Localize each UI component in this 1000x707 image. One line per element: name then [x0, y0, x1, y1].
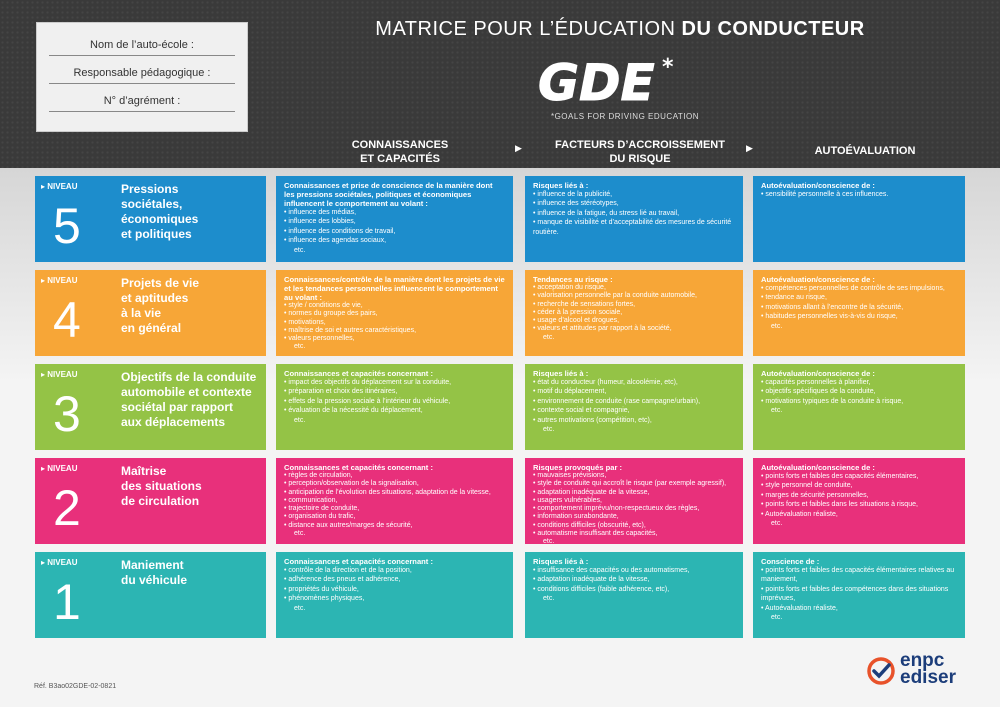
gde-logo	[530, 52, 680, 108]
gde-subtitle: *GOALS FOR DRIVING EDUCATION	[550, 112, 700, 121]
level-4-knowledge-cell: Connaissances/contrôle de la manière dont les projets de vie et les tendances personnelles influencent le comportement au volant : • style / conditions de vie, • normes du groupe des pairs, • motivations, • maîtrise de soi et autres caractéristiques, • valeurs personnelles, etc.	[276, 270, 513, 356]
level-tag: ▸ NIVEAU	[41, 464, 78, 473]
level-title: Objectifs de la conduite automobile et contexte sociétal par rapport aux déplacements	[121, 370, 257, 429]
level-2-risk-cell: Risques provoqués par : • mauvaises prévisions, • style de conduite qui accroît le risque (par exemple agressif), • adaptation inadéquate de la vitesse, • usagers vulnérables, • comportement imprévu/non-respectueux des règles, • information surabondante, • conditions difficiles (obscurité, etc), • automatisme insuffisant des capacités, etc.	[525, 458, 743, 544]
level-1-risk-cell: Risques liés à : • insuffisance des capacités ou des automatismes, • adaptation inadéquate de la vitesse, • conditions difficiles (faible adhérence, etc), etc.	[525, 552, 743, 638]
level-5-label	[35, 176, 266, 262]
level-title: Maniement du véhicule	[121, 558, 188, 587]
level-3-risk-cell: Risques liés à : • état du conducteur (humeur, alcoolémie, etc), • motif du déplacement, • environnement de conduite (rase campagne/urbain), • contexte social et compagnie, • autres motivations (compétition, etc), etc.	[525, 364, 743, 450]
level-5-risk-cell: Risques liés à : • influence de la publicité, • influence des stéréotypes, • influence de la fatigue, du stress lié au travail, • manque de visibilité et d’acceptabilité des mesures de sécurité routière.	[525, 176, 743, 262]
title-main: MATRICE POUR L’ÉDUCATION	[375, 18, 676, 40]
level-4-risk-cell: Tendances au risque : • acceptation du risque, • valorisation personnelle par la conduite automobile, • recherche de sensations fortes, • céder à la pression sociale, • usage d’alcool et drogues, • valeurs et attitudes par rapport à la société, etc.	[525, 270, 743, 356]
level-1-self-eval-cell: Conscience de : • points forts et faibles des capacités élémentaires relatives au maniement, • points forts et faibles des compétences dans des situations imprévues, • Autoévaluation réaliste, etc.	[753, 552, 965, 638]
agreement-field[interactable]: N° d’agrément :	[49, 95, 235, 112]
level-number: 2	[53, 480, 81, 536]
level-3-knowledge-cell: Connaissances et capacités concernant : • impact des objectifs du déplacement sur la conduite, • préparation et choix des itinéraires, • effets de la pression sociale à l’intérieur du véhicule, • évaluation de la nécessité du déplacement, etc.	[276, 364, 513, 450]
school-info-form	[36, 22, 248, 132]
arrow-icon: ▶	[515, 143, 522, 153]
level-title: Maîtrise des situations de circulation	[121, 464, 202, 508]
level-3-self-eval-cell: Autoévaluation/conscience de : • capacités personnelles à planifier, • objectifs spécifiques de la conduite, • motivations typiques de la conduite à risque, etc.	[753, 364, 965, 450]
level-1-knowledge-cell: Connaissances et capacités concernant : • contrôle de la direction et de la position, • adhérence des pneus et adhérence, • propriétés du véhicule, • phénomènes physiques, etc.	[276, 552, 513, 638]
level-tag: ▸ NIVEAU	[41, 370, 78, 379]
level-tag: ▸ NIVEAU	[41, 182, 78, 191]
level-5-self-eval-cell: Autoévaluation/conscience de : • sensibilité personnelle à ces influences.	[753, 176, 965, 262]
column-header-self-eval: AUTOÉVALUATION	[814, 145, 916, 157]
level-2-self-eval-cell: Autoévaluation/conscience de : • points forts et faibles des capacités élémentaires, • style personnel de conduite, • marges de sécurité personnelles, • points forts et faibles dans les situations à risque, • Autoévaluation réaliste, etc.	[753, 458, 965, 544]
arrow-icon: ▶	[746, 143, 753, 153]
level-1-label	[35, 552, 266, 638]
level-5-knowledge-cell: Connaissances et prise de conscience de la manière dont les pressions sociétales, politiques et économiques influencent le comportement au volant : • influence des médias, • influence des lobbies, • influence des conditions de travail, • influence des agendas sociaux, etc.	[276, 176, 513, 262]
level-tag: ▸ NIVEAU	[41, 558, 78, 567]
level-title: Pressions sociétales, économiques et politiques	[121, 182, 199, 241]
title-bold: DU CONDUCTEUR	[681, 18, 865, 40]
level-3-label	[35, 364, 266, 450]
level-2-label	[35, 458, 266, 544]
level-tag: ▸ NIVEAU	[41, 276, 78, 285]
level-number: 5	[53, 198, 81, 254]
level-4-self-eval-cell: Autoévaluation/conscience de : • compétences personnelles de contrôle de ses impulsions, • tendance au risque, • motivations allant à l’encontre de la sécurité, • habitudes personnelles vis-à-vis du risque, etc.	[753, 270, 965, 356]
level-2-knowledge-cell: Connaissances et capacités concernant : • règles de circulation, • perception/observation de la signalisation, • anticipation de l’évolution des situations, adaptation de la vitesse, • communication, • trajectoire de conduite, • organisation du trafic, • distance aux autres/marges de sécurité, etc.	[276, 458, 513, 544]
level-number: 4	[53, 292, 81, 348]
column-header-knowledge: CONNAISSANCES ET CAPACITÉS	[351, 139, 449, 165]
check-circle-icon	[866, 656, 896, 686]
responsible-field[interactable]: Responsable pédagogique :	[49, 67, 235, 84]
header	[0, 0, 1000, 168]
level-title: Projets de vie et aptitudes à la vie en général	[121, 276, 200, 335]
logo-text: enpc ediser	[900, 650, 956, 688]
reference-code: Réf. B3ao02GDE-02-0821	[34, 683, 117, 690]
level-number: 1	[53, 574, 81, 630]
school-name-field[interactable]: Nom de l’auto-école :	[49, 39, 235, 56]
level-4-label	[35, 270, 266, 356]
enpc-ediser-logo	[866, 650, 976, 690]
column-header-risk: FACTEURS D’ACCROISSEMENT DU RISQUE	[555, 139, 725, 165]
gde-logo-text: GDE	[538, 54, 655, 108]
page-title	[300, 18, 940, 41]
gde-asterisk: *	[662, 55, 674, 80]
level-number: 3	[53, 386, 81, 442]
